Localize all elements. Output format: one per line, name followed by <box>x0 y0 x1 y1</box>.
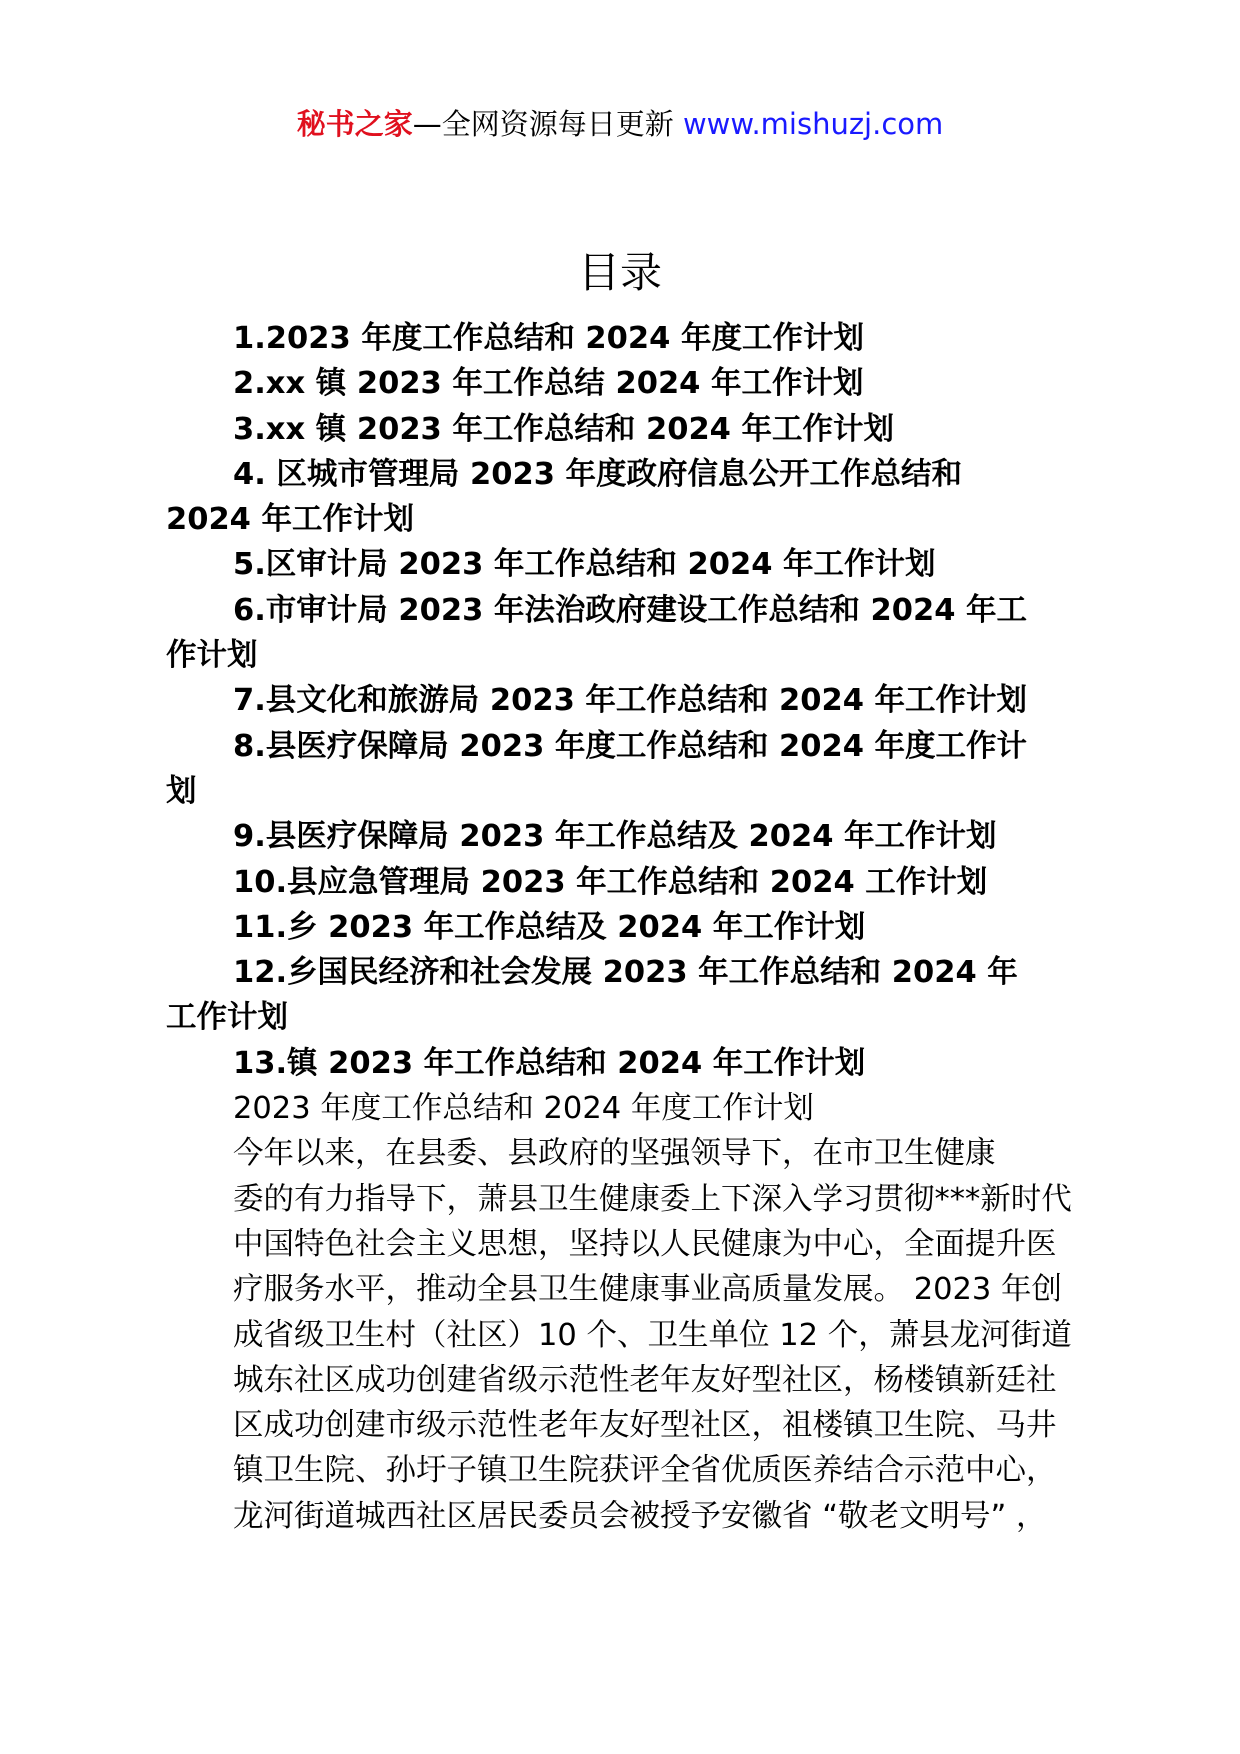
toc-item[interactable]: 11.乡 2023 年工作总结及 2024 年工作计划 <box>233 909 866 945</box>
body-paragraph <box>166 1131 1090 1539</box>
toc-item[interactable]: 12.乡国民经济和社会发展 2023 年工作总结和 2024 年 工作计划 <box>166 955 1018 1036</box>
toc-item[interactable]: 7.县文化和旅游局 2023 年工作总结和 2024 年工作计划 <box>233 683 1028 719</box>
toc-item[interactable]: 1.2023 年度工作总结和 2024 年度工作计划 <box>233 321 864 356</box>
paragraph-line: 疗服务水平，推动全县卫生健康事业高质量发展。 2023 年创 <box>233 1272 1063 1308</box>
paragraph-line: 龙河街道城西社区居民委员会被授予安徽省 “敬老文明号” ， <box>233 1498 1047 1534</box>
site-header <box>0 104 1240 144</box>
paragraph-line: 区成功创建市级示范性老年友好型社区，祖楼镇卫生院、马井 <box>233 1408 1057 1444</box>
paragraph-line: 成省级卫生村（社区）10 个、卫生单位 12 个，萧县龙河街道 <box>233 1317 1072 1353</box>
site-url-link[interactable]: www.mishuzj.com <box>682 107 944 141</box>
header-tagline: —全网资源每日更新 <box>412 107 683 141</box>
section-title: 2023 年度工作总结和 2024 年度工作计划 <box>233 1091 814 1127</box>
paragraph-line: 委的有力指导下，萧县卫生健康委上下深入学习贯彻***新时代 <box>233 1181 1072 1217</box>
table-of-contents <box>166 316 1090 1086</box>
document-body <box>166 316 1090 1539</box>
toc-item[interactable]: 10.县应急管理局 2023 年工作总结和 2024 工作计划 <box>233 864 988 900</box>
paragraph-line: 城东社区成功创建省级示范性老年友好型社区，杨楼镇新廷社 <box>233 1362 1057 1398</box>
paragraph-line: 今年以来，在县委、县政府的坚强领导下，在市卫生健康 <box>233 1136 996 1172</box>
brand-name: 秘书之家 <box>296 107 413 141</box>
page-title: 目录 <box>577 248 662 297</box>
paragraph-line: 中国特色社会主义思想，坚持以人民健康为中心，全面提升医 <box>233 1226 1057 1262</box>
toc-item[interactable]: 5.区审计局 2023 年工作总结和 2024 年工作计划 <box>233 547 936 583</box>
toc-item[interactable]: 9.县医疗保障局 2023 年工作总结及 2024 年工作计划 <box>233 819 997 855</box>
toc-item[interactable]: 3.xx 镇 2023 年工作总结和 2024 年工作计划 <box>233 411 895 447</box>
paragraph-line: 镇卫生院、孙圩子镇卫生院获评全省优质医养结合示范中心， <box>233 1453 1057 1489</box>
toc-item[interactable]: 6.市审计局 2023 年法治政府建设工作总结和 2024 年工 作计划 <box>166 592 1028 674</box>
toc-item[interactable]: 8.县医疗保障局 2023 年度工作总结和 2024 年度工作计 划 <box>166 728 1028 809</box>
toc-item[interactable]: 2.xx 镇 2023 年工作总结 2024 年工作计划 <box>233 366 864 402</box>
toc-item[interactable]: 13.镇 2023 年工作总结和 2024 年工作计划 <box>233 1045 866 1081</box>
toc-item[interactable]: 4. 区城市管理局 2023 年度政府信息公开工作总结和 2024 年工作计划 <box>166 456 963 538</box>
